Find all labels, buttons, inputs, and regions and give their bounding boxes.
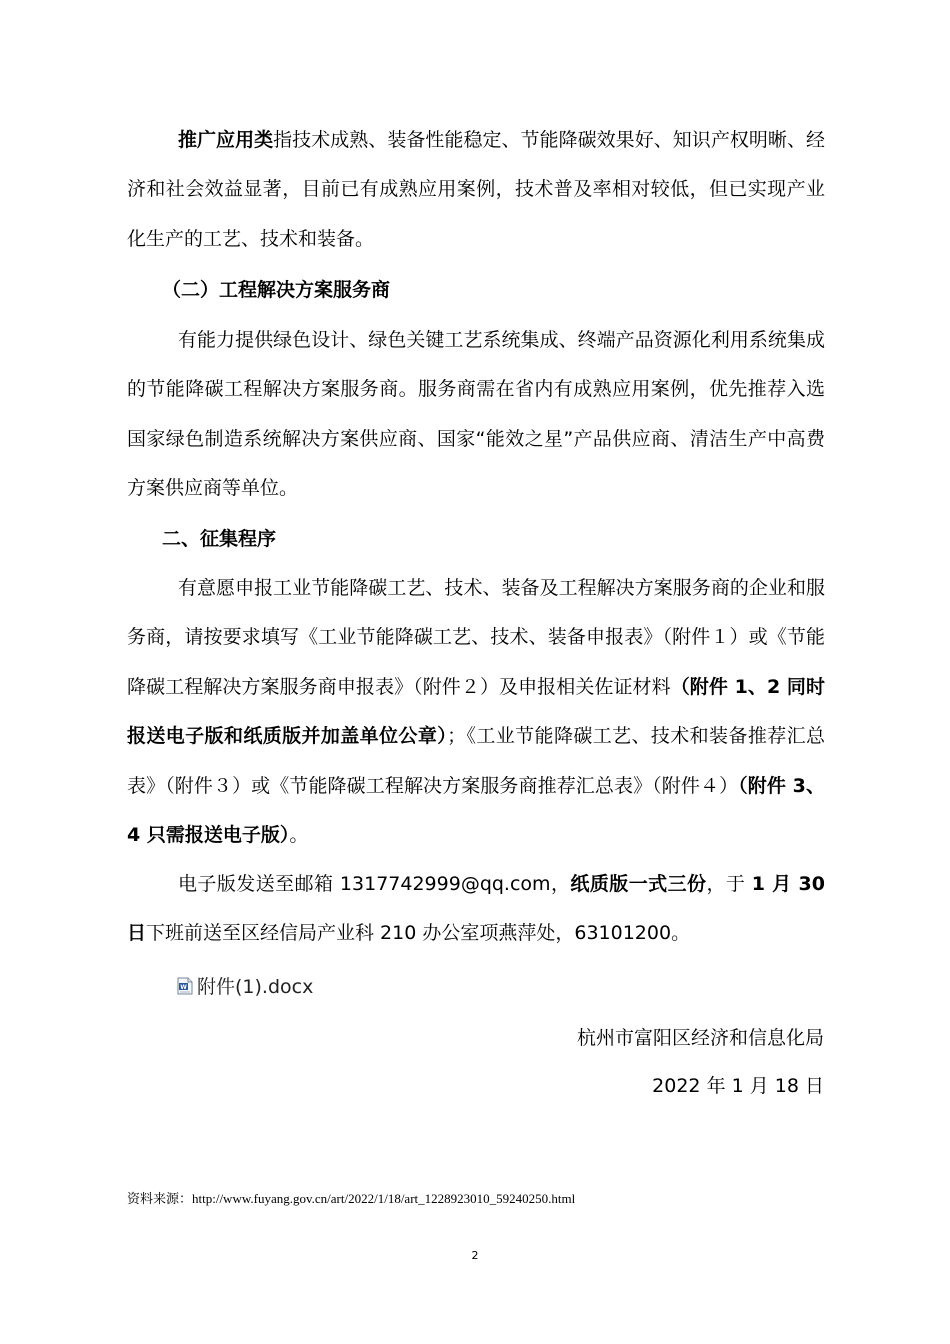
source-note: 资料来源：http://www.fuyang.gov.cn/art/2022/1/18/art_1228923010_59240250.html (127, 1191, 576, 1206)
paragraph-submit (127, 860, 825, 959)
paragraph-text: 指技术成熟、装备性能稳定、节能降碳效果好、知识产权明晰、经济和社会效益显著，目前已有成熟应用案例，技术普及率相对较低，但已实现产业化生产的工艺、技术和装备。 (127, 129, 825, 250)
submit-text-3: 下班前送至区经信局产业科 210 办公室项燕萍处，63101200。 (146, 922, 691, 945)
procedure-bold-1: （附件 1、2 同时报送电子版和纸质版并加盖单位公章） (127, 675, 825, 748)
paragraph-engineering: 有能力提供绿色设计、绿色关键工艺系统集成、终端产品资源化利用系统集成的节能降碳工程解决方案服务商。服务商需在省内有成熟应用案例，优先推荐入选国家绿色制造系统解决方案供应商、国家“能效之星”产品供应商、清洁生产中高费方案供应商等单位。 (127, 329, 825, 500)
signature-date: 2022 年 1 月 18 日 (652, 1075, 824, 1097)
page-number: 2 (471, 1249, 479, 1262)
svg-text:W: W (180, 983, 187, 991)
procedure-bold-2: （附件 3、4 只需报送电子版） (127, 774, 825, 847)
word-doc-icon (177, 977, 193, 995)
heading-procedure: 二、征集程序 (162, 528, 277, 550)
submit-bold-2: 1 月 30 日 (127, 873, 825, 945)
submit-text-1: 电子版发送至邮箱 1317742999@qq.com， (178, 873, 571, 895)
paragraph-procedure (127, 564, 825, 860)
attachment-filename[interactable]: 附件(1).docx (197, 976, 314, 998)
submit-text-2: ，于 (706, 873, 752, 895)
bold-lead: 推广应用类 (178, 129, 274, 151)
submit-bold-1: 纸质版一式三份 (570, 873, 707, 895)
procedure-text-1: 有意愿申报工业节能降碳工艺、技术、装备及工程解决方案服务商的企业和服务商，请按要求填写《工业节能降碳工艺、技术、装备申报表》（附件１）或《节能降碳工程解决方案服务商申报表》（附件２）及申报相关佐证材料 (127, 577, 825, 698)
procedure-text-2: ；《工业节能降碳工艺、技术和装备推荐汇总表》（附件３）或《节能降碳工程解决方案服务商推荐汇总表》（附件４） (127, 725, 825, 797)
attachment-link[interactable] (177, 972, 313, 999)
procedure-text-3: 。 (289, 824, 309, 847)
signature-org: 杭州市富阳区经济和信息化局 (576, 1027, 824, 1049)
heading-engineering: （二）工程解决方案服务商 (162, 279, 391, 301)
paragraph-tuiguang (127, 116, 825, 264)
